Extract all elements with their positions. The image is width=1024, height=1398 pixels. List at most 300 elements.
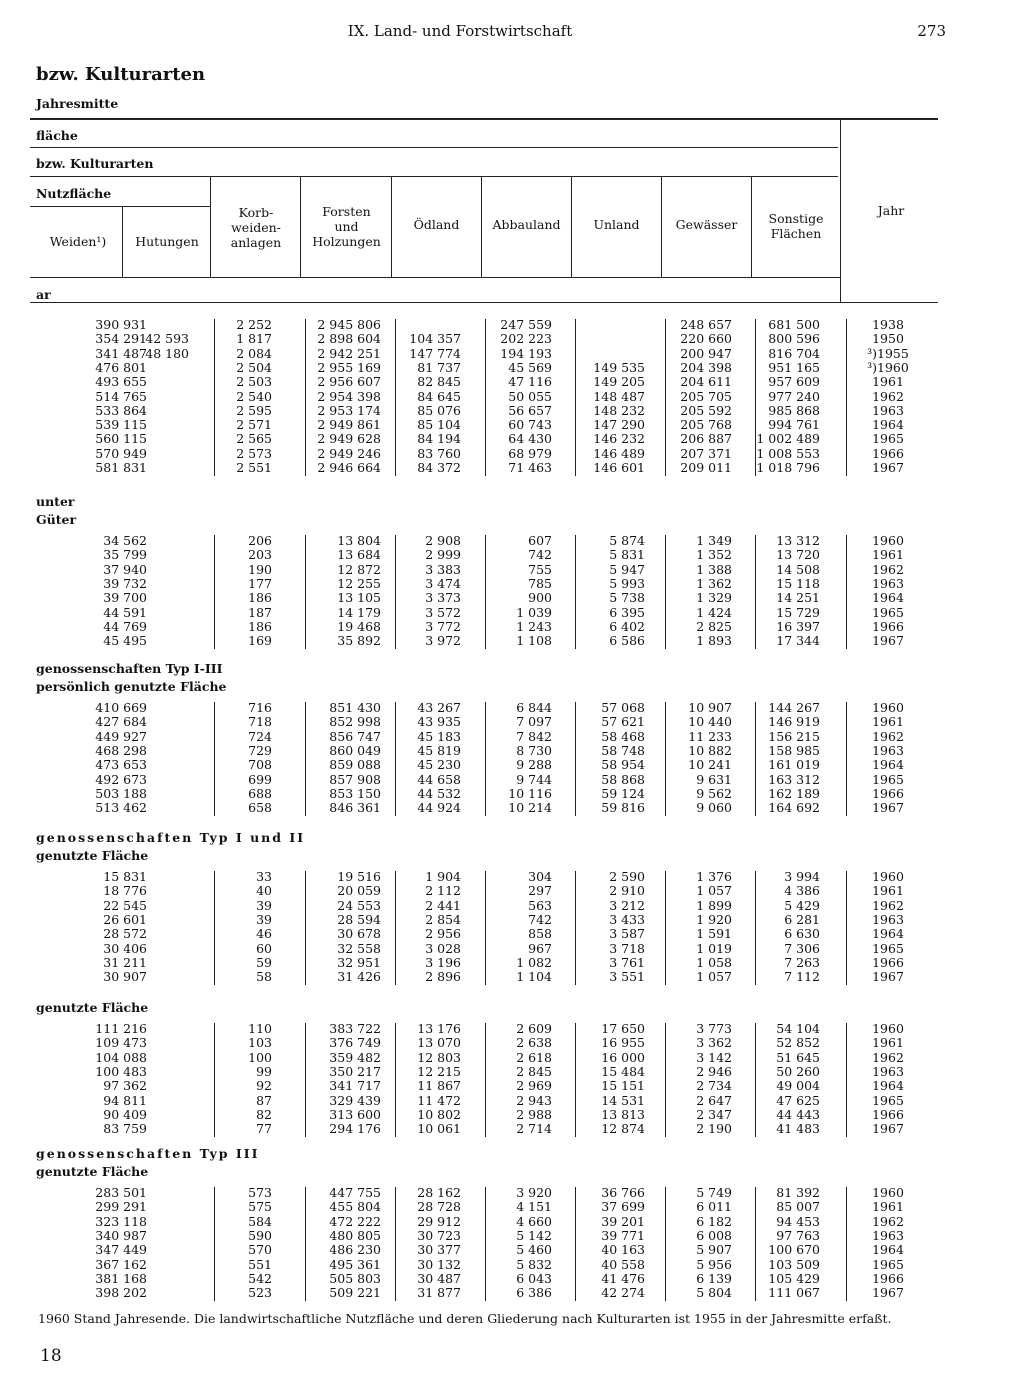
table-row: [0, 606, 1024, 620]
cell-odland: 29 912: [417, 1213, 461, 1229]
cell-gewasser: 5 804: [696, 1285, 732, 1301]
cell-odland: 3 383: [425, 561, 461, 577]
table-subtitle: Jahresmitte: [36, 96, 119, 111]
cell-abbauland: 967: [528, 940, 552, 956]
cell-gewasser: 205 705: [680, 388, 732, 404]
cell-jahr: 1966: [872, 445, 904, 461]
cell-forsten: 447 755: [329, 1185, 381, 1200]
col-hutungen: Hutungen: [135, 234, 199, 249]
cell-odland: 30 132: [417, 1256, 461, 1272]
cell-hutungen: 42 593: [145, 331, 189, 347]
cell-gewasser: 2 647: [696, 1092, 732, 1108]
cell-korb: 186: [248, 618, 272, 634]
cell-forsten: 31 426: [337, 969, 381, 985]
table-row: [0, 390, 1024, 404]
table-row: [0, 1243, 1024, 1257]
cell-weiden: 354 291: [95, 331, 147, 347]
cell-unland: 148 232: [593, 402, 645, 418]
col-sonstige: [752, 211, 840, 241]
cell-sonstige: 6 630: [784, 926, 820, 942]
cell-jahr: 1960: [872, 869, 904, 884]
head-row-1: fläche: [36, 128, 78, 143]
cell-abbauland: 755: [528, 561, 552, 577]
cell-unland: 147 290: [593, 417, 645, 433]
cell-gewasser: 10 907: [688, 700, 732, 715]
cell-abbauland: 9 744: [516, 771, 552, 787]
cell-korb: 699: [248, 771, 272, 787]
cell-sonstige: 105 429: [768, 1270, 820, 1286]
cell-jahr: 1964: [872, 757, 904, 773]
cell-jahr: 1966: [872, 954, 904, 970]
cell-korb: 82: [256, 1106, 272, 1122]
cell-sonstige: 681 500: [768, 317, 820, 332]
cell-gewasser: 205 592: [680, 402, 732, 418]
cell-jahr: 1962: [872, 897, 904, 913]
cell-gewasser: 1 899: [696, 897, 732, 913]
cell-gewasser: 248 657: [680, 317, 732, 332]
cell-unland: 36 766: [601, 1185, 645, 1200]
cell-forsten: 860 049: [329, 742, 381, 758]
cell-odland: 28 728: [417, 1199, 461, 1215]
cell-gewasser: 6 008: [696, 1227, 732, 1243]
cell-unland: 3 718: [609, 940, 645, 956]
cell-unland: 6 395: [609, 604, 645, 620]
cell-gewasser: 1 920: [696, 911, 732, 927]
cell-jahr: 1967: [872, 969, 904, 985]
cell-korb: 716: [248, 700, 272, 715]
cell-gewasser: 10 241: [688, 757, 732, 773]
cell-weiden: 581 831: [95, 460, 147, 475]
cell-jahr: ³)1960: [867, 359, 909, 375]
cell-abbauland: 68 979: [508, 445, 552, 461]
cell-sonstige: 13 312: [776, 533, 820, 548]
cell-jahr: 1966: [872, 1270, 904, 1286]
table-row: [0, 1108, 1024, 1122]
cell-abbauland: 2 638: [516, 1035, 552, 1051]
cell-abbauland: 2 618: [516, 1049, 552, 1065]
cell-gewasser: 5 956: [696, 1256, 732, 1272]
cell-weiden: 34 562: [103, 533, 147, 548]
cell-abbauland: 2 845: [516, 1063, 552, 1079]
cell-korb: 718: [248, 714, 272, 730]
cell-gewasser: 2 946: [696, 1063, 732, 1079]
col-sonstige-line: Flächen: [770, 226, 822, 241]
cell-sonstige: 15 729: [776, 604, 820, 620]
table-row: [0, 758, 1024, 772]
cell-sonstige: 94 453: [776, 1213, 820, 1229]
cell-korb: 542: [248, 1270, 272, 1286]
cell-unland: 58 468: [601, 728, 645, 744]
table-row: [0, 563, 1024, 577]
cell-unland: 2 910: [609, 883, 645, 899]
cell-unland: 2 590: [609, 869, 645, 884]
col-korb-line: weiden-: [231, 220, 281, 235]
cell-odland: 3 972: [425, 633, 461, 649]
cell-forsten: 32 558: [337, 940, 381, 956]
cell-jahr: 1960: [872, 700, 904, 715]
cell-odland: 10 061: [417, 1121, 461, 1137]
col-forsten-line: und: [334, 219, 359, 234]
cell-unland: 39 201: [601, 1213, 645, 1229]
table-row: [0, 970, 1024, 984]
cell-sonstige: 81 392: [776, 1185, 820, 1200]
cell-sonstige: 49 004: [776, 1078, 820, 1094]
section-label: genossenschaften Typ I-III: [36, 661, 223, 676]
cell-jahr: 1950: [872, 331, 904, 347]
cell-forsten: 2 946 664: [317, 460, 381, 475]
cell-odland: 11 867: [417, 1078, 461, 1094]
cell-sonstige: 100 670: [768, 1242, 820, 1258]
cell-gewasser: 1 057: [696, 969, 732, 985]
cell-gewasser: 3 362: [696, 1035, 732, 1051]
cell-odland: 12 803: [417, 1049, 461, 1065]
col-jahr: Jahr: [877, 203, 905, 218]
cell-odland: 43 935: [417, 714, 461, 730]
cell-gewasser: 220 660: [680, 331, 732, 347]
cell-abbauland: 71 463: [508, 460, 552, 475]
cell-abbauland: 50 055: [508, 388, 552, 404]
cell-odland: 45 230: [417, 757, 461, 773]
cell-odland: 2 896: [425, 969, 461, 985]
head-divider: [840, 118, 841, 302]
cell-sonstige: 15 118: [776, 575, 820, 591]
cell-jahr: 1966: [872, 1106, 904, 1122]
table-row: [0, 534, 1024, 548]
cell-unland: 5 831: [609, 547, 645, 563]
col-korb-line: anlagen: [230, 235, 282, 250]
cell-korb: 2 571: [236, 417, 272, 433]
cell-odland: 3 474: [425, 575, 461, 591]
cell-sonstige: 3 994: [784, 869, 820, 884]
cell-gewasser: 2 347: [696, 1106, 732, 1122]
cell-gewasser: 3 142: [696, 1049, 732, 1065]
cell-abbauland: 7 097: [516, 714, 552, 730]
cell-unland: 59 124: [601, 785, 645, 801]
cell-korb: 58: [256, 969, 272, 985]
cell-jahr: 1963: [872, 402, 904, 418]
cell-odland: 84 372: [417, 460, 461, 475]
cell-sonstige: 985 868: [768, 402, 820, 418]
cell-gewasser: 5 907: [696, 1242, 732, 1258]
cell-weiden: 560 115: [95, 431, 147, 447]
cell-odland: 11 472: [417, 1092, 461, 1108]
cell-abbauland: 5 460: [516, 1242, 552, 1258]
cell-sonstige: 44 443: [776, 1106, 820, 1122]
cell-weiden: 90 409: [103, 1106, 147, 1122]
cell-gewasser: 9 631: [696, 771, 732, 787]
head-rule-2: [30, 176, 838, 177]
cell-odland: 2 999: [425, 547, 461, 563]
table-row: [0, 884, 1024, 898]
cell-korb: 688: [248, 785, 272, 801]
cell-odland: 83 760: [417, 445, 461, 461]
table-row: [0, 1186, 1024, 1200]
cell-abbauland: 785: [528, 575, 552, 591]
cell-korb: 92: [256, 1078, 272, 1094]
cell-korb: 2 565: [236, 431, 272, 447]
cell-sonstige: 51 645: [776, 1049, 820, 1065]
cell-jahr: 1962: [872, 1049, 904, 1065]
cell-korb: 2 595: [236, 402, 272, 418]
cell-forsten: 505 803: [329, 1270, 381, 1286]
cell-abbauland: 1 243: [516, 618, 552, 634]
cell-gewasser: 1 057: [696, 883, 732, 899]
cell-jahr: 1964: [872, 926, 904, 942]
cell-abbauland: 1 039: [516, 604, 552, 620]
cell-weiden: 473 653: [95, 757, 147, 773]
cell-weiden: 476 801: [95, 359, 147, 375]
cell-unland: 40 558: [601, 1256, 645, 1272]
cell-odland: 2 956: [425, 926, 461, 942]
cell-weiden: 449 927: [95, 728, 147, 744]
cell-weiden: 513 462: [95, 800, 147, 816]
col-abbauland: Abbauland: [492, 217, 561, 232]
table-row: [0, 773, 1024, 787]
cell-weiden: 323 118: [95, 1213, 147, 1229]
cell-korb: 103: [248, 1035, 272, 1051]
cell-sonstige: 4 386: [784, 883, 820, 899]
cell-odland: 85 104: [417, 417, 461, 433]
cell-jahr: 1964: [872, 1078, 904, 1094]
cell-forsten: 24 553: [337, 897, 381, 913]
cell-korb: 60: [256, 940, 272, 956]
cell-odland: 43 267: [417, 700, 461, 715]
cell-forsten: 472 222: [329, 1213, 381, 1229]
cell-odland: 31 877: [417, 1285, 461, 1301]
cell-forsten: 2 942 251: [317, 345, 381, 361]
cell-abbauland: 9 288: [516, 757, 552, 773]
cell-jahr: 1938: [872, 317, 904, 332]
cell-korb: 2 540: [236, 388, 272, 404]
cell-sonstige: 17 344: [776, 633, 820, 649]
table-row: [0, 1036, 1024, 1050]
cell-korb: 575: [248, 1199, 272, 1215]
cell-unland: 146 601: [593, 460, 645, 475]
cell-sonstige: 161 019: [768, 757, 820, 773]
cell-unland: 3 587: [609, 926, 645, 942]
cell-korb: 177: [248, 575, 272, 591]
cell-odland: 30 377: [417, 1242, 461, 1258]
cell-sonstige: 951 165: [768, 359, 820, 375]
cell-forsten: 853 150: [329, 785, 381, 801]
cell-weiden: 18 776: [103, 883, 147, 899]
cell-abbauland: 6 386: [516, 1285, 552, 1301]
table-row: [0, 1258, 1024, 1272]
footer-number: 18: [40, 1346, 62, 1366]
cell-korb: 187: [248, 604, 272, 620]
cell-abbauland: 202 223: [500, 331, 552, 347]
section-label: genutzte Fläche: [36, 1164, 149, 1179]
table-row: [0, 913, 1024, 927]
cell-forsten: 2 949 861: [317, 417, 381, 433]
cell-sonstige: 1 002 489: [756, 431, 820, 447]
cell-odland: 2 112: [425, 883, 461, 899]
cell-abbauland: 64 430: [508, 431, 552, 447]
cell-unland: 15 151: [601, 1078, 645, 1094]
head-rule-4: [30, 277, 840, 278]
cell-weiden: 37 940: [103, 561, 147, 577]
cell-weiden: 94 811: [103, 1092, 147, 1108]
cell-korb: 590: [248, 1227, 272, 1243]
table-row: [0, 715, 1024, 729]
cell-odland: 3 572: [425, 604, 461, 620]
cell-forsten: 495 361: [329, 1256, 381, 1272]
cell-weiden: 570 949: [95, 445, 147, 461]
cell-weiden: 468 298: [95, 742, 147, 758]
cell-unland: 3 761: [609, 954, 645, 970]
cell-unland: 3 551: [609, 969, 645, 985]
table-row: [0, 942, 1024, 956]
cell-gewasser: 5 749: [696, 1185, 732, 1200]
table-row: [0, 1022, 1024, 1036]
cell-sonstige: 158 985: [768, 742, 820, 758]
page-number: 273: [917, 22, 946, 40]
cell-jahr: 1966: [872, 785, 904, 801]
cell-jahr: 1962: [872, 728, 904, 744]
cell-odland: 84 194: [417, 431, 461, 447]
cell-jahr: 1960: [872, 1185, 904, 1200]
cell-unland: 3 212: [609, 897, 645, 913]
cell-gewasser: 10 440: [688, 714, 732, 730]
cell-jahr: 1961: [872, 374, 904, 390]
cell-abbauland: 5 142: [516, 1227, 552, 1243]
cell-korb: 99: [256, 1063, 272, 1079]
table-row: [0, 432, 1024, 446]
cell-odland: 81 737: [417, 359, 461, 375]
cell-weiden: 100 483: [95, 1063, 147, 1079]
cell-forsten: 509 221: [329, 1285, 381, 1301]
cell-korb: 1 817: [236, 331, 272, 347]
col-weiden: Weiden¹): [49, 234, 107, 249]
table-row: [0, 1272, 1024, 1286]
cell-weiden: 45 495: [103, 633, 147, 649]
cell-abbauland: 7 842: [516, 728, 552, 744]
head-rule-1: [30, 147, 838, 148]
cell-gewasser: 207 371: [680, 445, 732, 461]
cell-gewasser: 9 562: [696, 785, 732, 801]
cell-sonstige: 6 281: [784, 911, 820, 927]
cell-sonstige: 7 306: [784, 940, 820, 956]
cell-abbauland: 194 193: [500, 345, 552, 361]
cell-jahr: 1960: [872, 1021, 904, 1036]
cell-unland: 5 947: [609, 561, 645, 577]
cell-gewasser: 209 011: [680, 460, 732, 475]
cell-sonstige: 1 018 796: [756, 460, 820, 475]
cell-odland: 84 645: [417, 388, 461, 404]
cell-unland: 6 586: [609, 633, 645, 649]
cell-jahr: 1961: [872, 883, 904, 899]
cell-jahr: 1967: [872, 460, 904, 475]
cell-weiden: 390 931: [95, 317, 147, 332]
cell-abbauland: 3 920: [516, 1185, 552, 1200]
cell-jahr: 1963: [872, 575, 904, 591]
cell-forsten: 846 361: [329, 800, 381, 816]
cell-weiden: 28 572: [103, 926, 147, 942]
cell-jahr: 1962: [872, 1213, 904, 1229]
cell-korb: 2 504: [236, 359, 272, 375]
cell-forsten: 12 872: [337, 561, 381, 577]
section-label: Güter: [36, 512, 77, 527]
cell-korb: 573: [248, 1185, 272, 1200]
table-row: [0, 418, 1024, 432]
cell-unland: 37 699: [601, 1199, 645, 1215]
cell-abbauland: 2 609: [516, 1021, 552, 1036]
cell-odland: 3 373: [425, 590, 461, 606]
cell-abbauland: 4 660: [516, 1213, 552, 1229]
cell-odland: 104 357: [409, 331, 461, 347]
cell-korb: 33: [256, 869, 272, 884]
cell-odland: 2 908: [425, 533, 461, 548]
cell-jahr: 1961: [872, 714, 904, 730]
table-row: [0, 927, 1024, 941]
head-divider: [122, 207, 123, 277]
cell-forsten: 14 179: [337, 604, 381, 620]
cell-sonstige: 47 625: [776, 1092, 820, 1108]
cell-weiden: 39 732: [103, 575, 147, 591]
cell-jahr: 1963: [872, 742, 904, 758]
head-row-3: Nutzfläche: [36, 186, 112, 201]
cell-korb: 203: [248, 547, 272, 563]
cell-jahr: 1961: [872, 547, 904, 563]
cell-gewasser: 1 424: [696, 604, 732, 620]
cell-odland: 30 487: [417, 1270, 461, 1286]
cell-weiden: 35 799: [103, 547, 147, 563]
table-row: [0, 1200, 1024, 1214]
table-row: [0, 548, 1024, 562]
cell-unland: 148 487: [593, 388, 645, 404]
table-row: [0, 744, 1024, 758]
cell-forsten: 13 684: [337, 547, 381, 563]
table-row: [0, 787, 1024, 801]
table-row: [0, 1229, 1024, 1243]
cell-forsten: 2 949 246: [317, 445, 381, 461]
cell-odland: 10 802: [417, 1106, 461, 1122]
cell-weiden: 15 831: [103, 869, 147, 884]
cell-odland: 2 854: [425, 911, 461, 927]
table-row: [0, 730, 1024, 744]
cell-abbauland: 1 082: [516, 954, 552, 970]
cell-unland: 5 738: [609, 590, 645, 606]
cell-odland: 85 076: [417, 402, 461, 418]
cell-abbauland: 6 043: [516, 1270, 552, 1286]
cell-korb: 110: [248, 1021, 272, 1036]
section-label: genossenschaften Typ III: [36, 1146, 260, 1161]
cell-abbauland: 2 714: [516, 1121, 552, 1137]
cell-sonstige: 111 067: [768, 1285, 820, 1301]
cell-abbauland: 8 730: [516, 742, 552, 758]
cell-abbauland: 6 844: [516, 700, 552, 715]
cell-korb: 2 573: [236, 445, 272, 461]
cell-korb: 2 252: [236, 317, 272, 332]
cell-gewasser: 1 591: [696, 926, 732, 942]
cell-gewasser: 6 139: [696, 1270, 732, 1286]
cell-forsten: 19 516: [337, 869, 381, 884]
cell-jahr: 1965: [872, 771, 904, 787]
col-korbweidenanlagen: [212, 205, 300, 250]
cell-korb: 584: [248, 1213, 272, 1229]
cell-jahr: 1962: [872, 388, 904, 404]
section-label: genossenschaften Typ I und II: [36, 830, 306, 845]
cell-odland: 82 845: [417, 374, 461, 390]
cell-abbauland: 2 943: [516, 1092, 552, 1108]
cell-weiden: 398 202: [95, 1285, 147, 1301]
cell-sonstige: 54 104: [776, 1021, 820, 1036]
cell-gewasser: 3 773: [696, 1021, 732, 1036]
cell-sonstige: 957 609: [768, 374, 820, 390]
cell-unland: 5 993: [609, 575, 645, 591]
cell-abbauland: 247 559: [500, 317, 552, 332]
cell-unland: 42 274: [601, 1285, 645, 1301]
